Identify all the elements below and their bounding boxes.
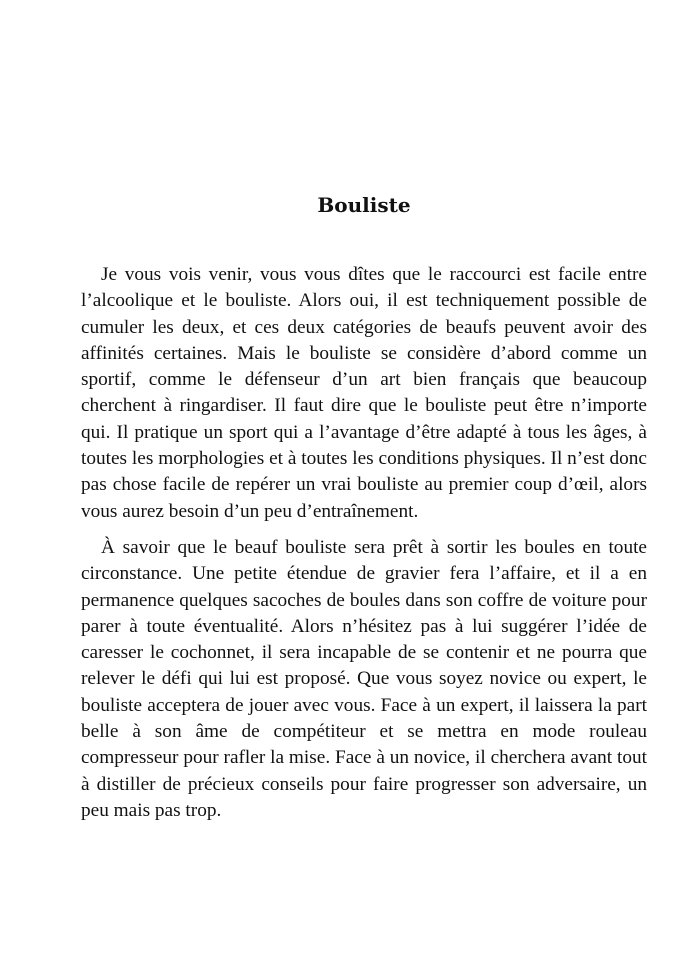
paragraph: Je vous vois venir, vous vous dîtes que le raccourci est facile entre l’alcoolique et le bouliste. Alors oui, il est techniquement possible de cumuler les deux, et ces deux catégories de beaufs peuvent avoir des affinités certaines. Mais le bouliste se considère d’abord comme un sportif, comme le défenseur d’un art bien français que beaucoup cherchent à ringardiser. Il faut dire que le bouliste peut être n’importe qui. Il pratique un sport qui a l’avantage d’être adapté à tous les âges, à toutes les morphologies et à toutes les conditions physiques. Il n’est donc pas chose facile de repérer un vrai bouliste au premier coup d’œil, alors vous aurez besoin d’un peu d’entraînement. (81, 264, 647, 522)
chapter-title: Bouliste (317, 193, 411, 217)
chapter-body (81, 262, 647, 834)
paragraph: À savoir que le beauf bouliste sera prêt à sortir les boules en toute circonstance. Une petite étendue de gravier fera l’affaire, et il a en permanence quelques sacoches de boules dans son coffre de voiture pour parer à toute éventualité. Alors n’hésitez pas à lui suggérer l’idée de caresser le cochonnet, il sera incapable de se contenir et ne pourra que relever le défi qui lui est proposé. Que vous soyez novice ou expert, le bouliste acceptera de jouer avec vous. Face à un expert, il laissera la part belle à son âme de compétiteur et se mettra en mode rouleau compresseur pour rafler la mise. Face à un novice, il cherchera avant tout à distiller de précieux conseils pour faire progresser son adversaire, un peu mais pas trop. (81, 536, 647, 821)
